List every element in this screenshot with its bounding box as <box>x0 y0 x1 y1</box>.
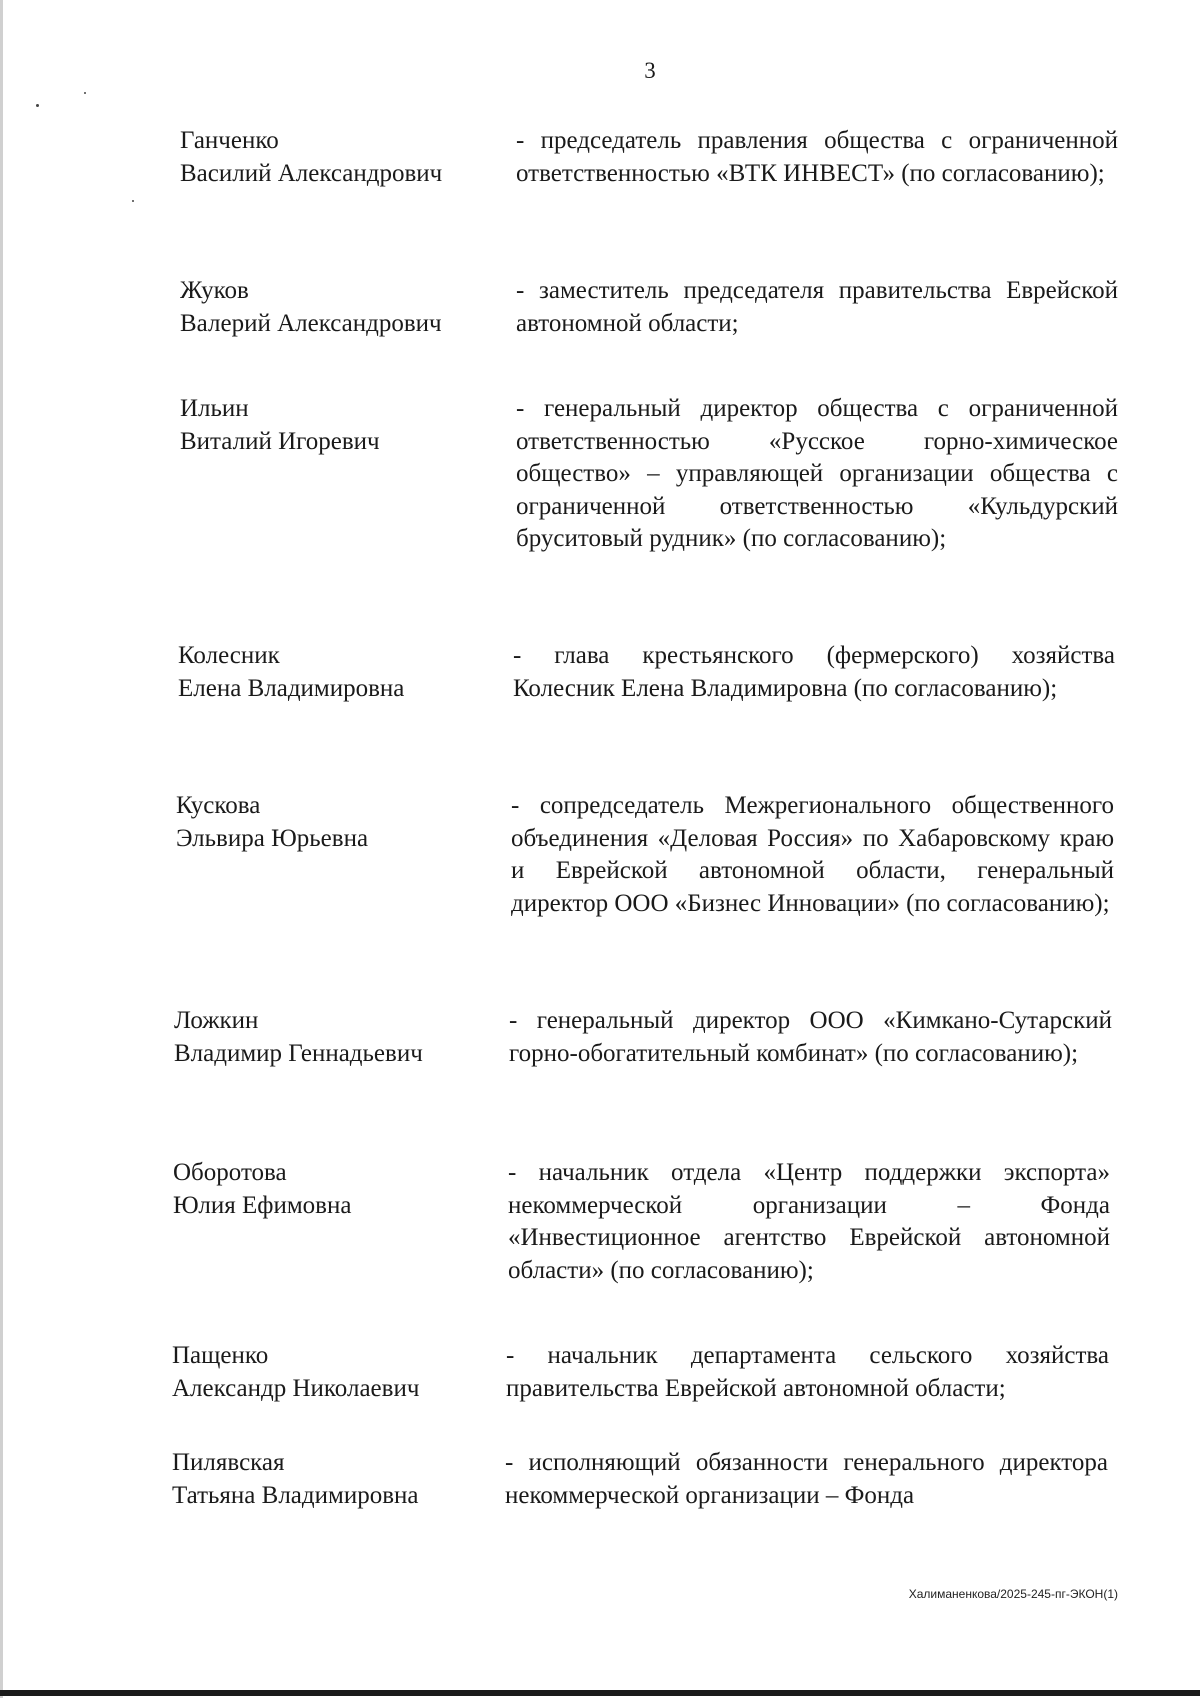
person-surname: Оборотова <box>173 1159 287 1186</box>
person-surname: Пащенко <box>172 1342 269 1369</box>
person-role: - глава крестьянского (фермерского) хозяйства Колесник Елена Владимировна (по согласованию); <box>513 642 1115 702</box>
scan-bottom-edge <box>0 1690 1200 1696</box>
person-name <box>176 790 496 855</box>
person-given-names: Елена Владимировна <box>178 674 405 702</box>
person-role: - исполняющий обязанности генерального директора некоммерческой организации – Фонда <box>505 1449 1108 1509</box>
scan-speck <box>84 92 86 94</box>
person-given-names: Валерий Александрович <box>180 309 442 337</box>
page-number: 3 <box>644 58 656 83</box>
person-name <box>180 393 500 458</box>
person-name <box>173 1157 493 1222</box>
person-name <box>172 1340 492 1405</box>
person-role: - генеральный директор ООО «Кимкано-Сутарский горно-обогатительный комбинат» (по согласованию); <box>509 1007 1112 1067</box>
person-given-names: Владимир Геннадьевич <box>174 1039 423 1067</box>
person-surname: Жуков <box>180 277 249 304</box>
scan-speck <box>36 104 39 107</box>
person-given-names: Виталий Игоревич <box>180 427 380 455</box>
person-given-names: Александр Николаевич <box>172 1374 420 1402</box>
person-role: - начальник отдела «Центр поддержки экспорта» некоммерческой организации – Фонда «Инвестиционное агентство Еврейской автономной области» (по согласованию); <box>508 1159 1110 1284</box>
person-name <box>180 125 500 190</box>
document-footer-code: Халиманенкова/2025-245-пг-ЭКОН(1) <box>908 1587 1118 1601</box>
person-surname: Ганченко <box>180 127 279 154</box>
person-surname: Пилявская <box>172 1449 285 1476</box>
person-surname: Колесник <box>178 642 280 669</box>
person-role: - заместитель председателя правительства Еврейской автономной области; <box>516 277 1118 337</box>
person-role: - начальник департамента сельского хозяйства правительства Еврейской автономной области; <box>506 1342 1109 1402</box>
person-role: - сопредседатель Межрегионального общественного объединения «Деловая Россия» по Хабаровскому краю и Еврейской автономной области, генеральный директор ООО «Бизнес Инновации» (по согласованию); <box>511 792 1114 917</box>
person-given-names: Татьяна Владимировна <box>172 1481 419 1509</box>
person-given-names: Юлия Ефимовна <box>173 1191 352 1219</box>
scan-speck <box>132 200 134 202</box>
person-name <box>174 1005 494 1070</box>
person-surname: Ильин <box>180 395 249 422</box>
person-name <box>172 1447 492 1512</box>
scan-edge-shadow <box>0 0 3 1698</box>
person-role: - генеральный директор общества с ограниченной ответственностью «Русское горно-химическое общество» – управляющей организации общества с ограниченной ответственностью «Кульдурский бруситовый рудник» (по согласованию); <box>516 395 1118 552</box>
person-name <box>178 640 498 705</box>
person-name <box>180 275 500 340</box>
person-given-names: Василий Александрович <box>180 159 443 187</box>
person-surname: Кускова <box>176 792 261 819</box>
person-given-names: Эльвира Юрьевна <box>176 824 369 852</box>
person-surname: Ложкин <box>174 1007 259 1034</box>
person-role: - председатель правления общества с ограниченной ответственностью «ВТК ИНВЕСТ» (по согласованию); <box>516 127 1118 187</box>
